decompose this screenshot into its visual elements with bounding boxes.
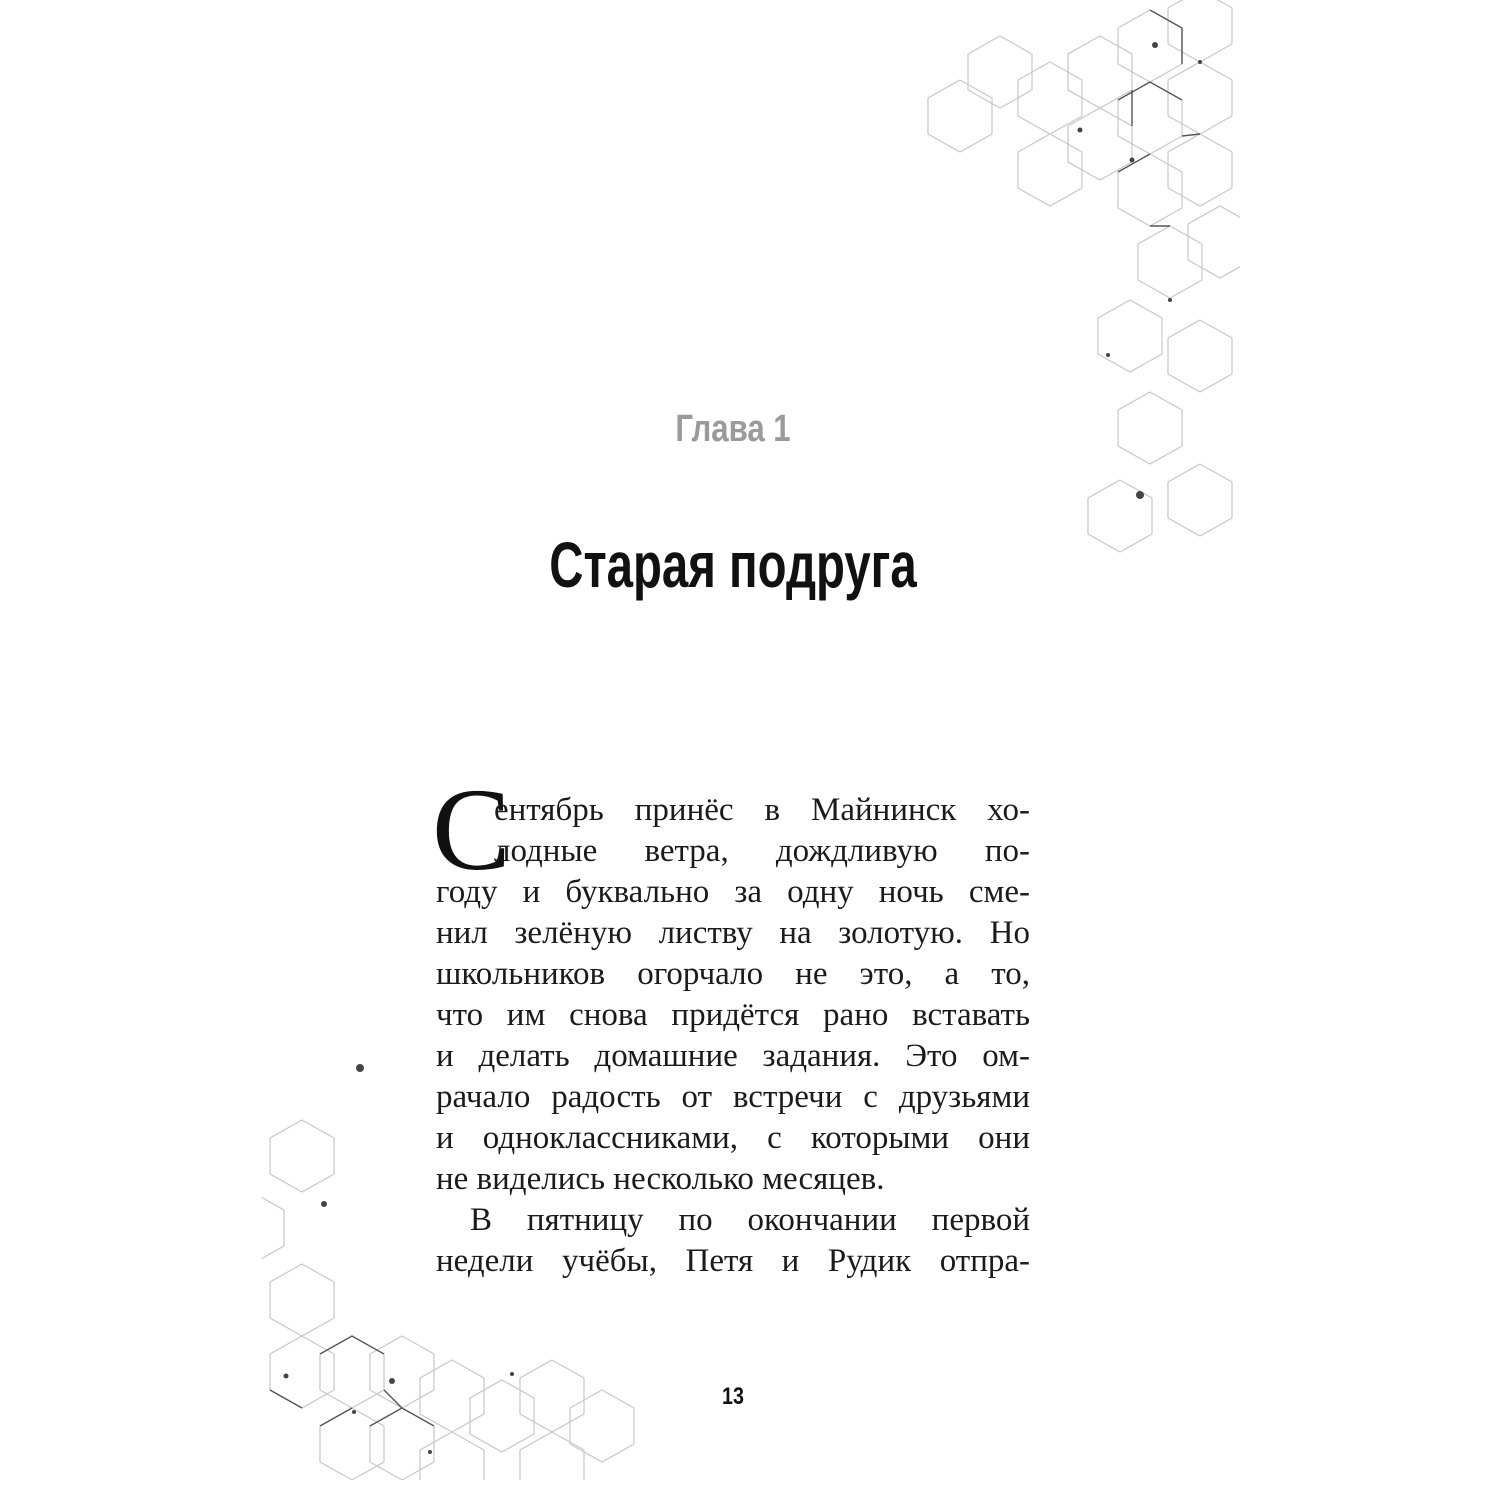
chapter-title: Старая подруга: [549, 529, 917, 601]
text-line: нил зелёную листву на золотую. Но: [436, 915, 1030, 951]
text-line: рачало радость от встречи с друзьями: [436, 1079, 1030, 1115]
page-number: 13: [722, 1383, 744, 1410]
text-line: что им снова придётся рано вставать: [436, 997, 1030, 1033]
text-line: не виделись несколько месяцев.: [436, 1161, 885, 1197]
text-line: и делать домашние задания. Это ом-: [436, 1038, 1030, 1074]
text-line: и одноклассниками, с которыми они: [436, 1120, 1030, 1156]
text-line: году и буквально за одну ночь сме-: [436, 874, 1030, 910]
text-line: В пятницу по окончании первой: [470, 1202, 1030, 1238]
text-line: лодные ветра, дождливую по-: [494, 833, 1030, 869]
text-line: недели учёбы, Петя и Рудик отпра-: [436, 1243, 1030, 1279]
drop-cap: С: [432, 764, 511, 895]
text-line: школьников огорчало не это, а то,: [436, 956, 1030, 992]
chapter-label: Глава 1: [675, 408, 791, 450]
hexagon-pattern-decoration: [900, 0, 1240, 560]
text-line: ентябрь принёс в Майнинск хо-: [494, 792, 1030, 828]
